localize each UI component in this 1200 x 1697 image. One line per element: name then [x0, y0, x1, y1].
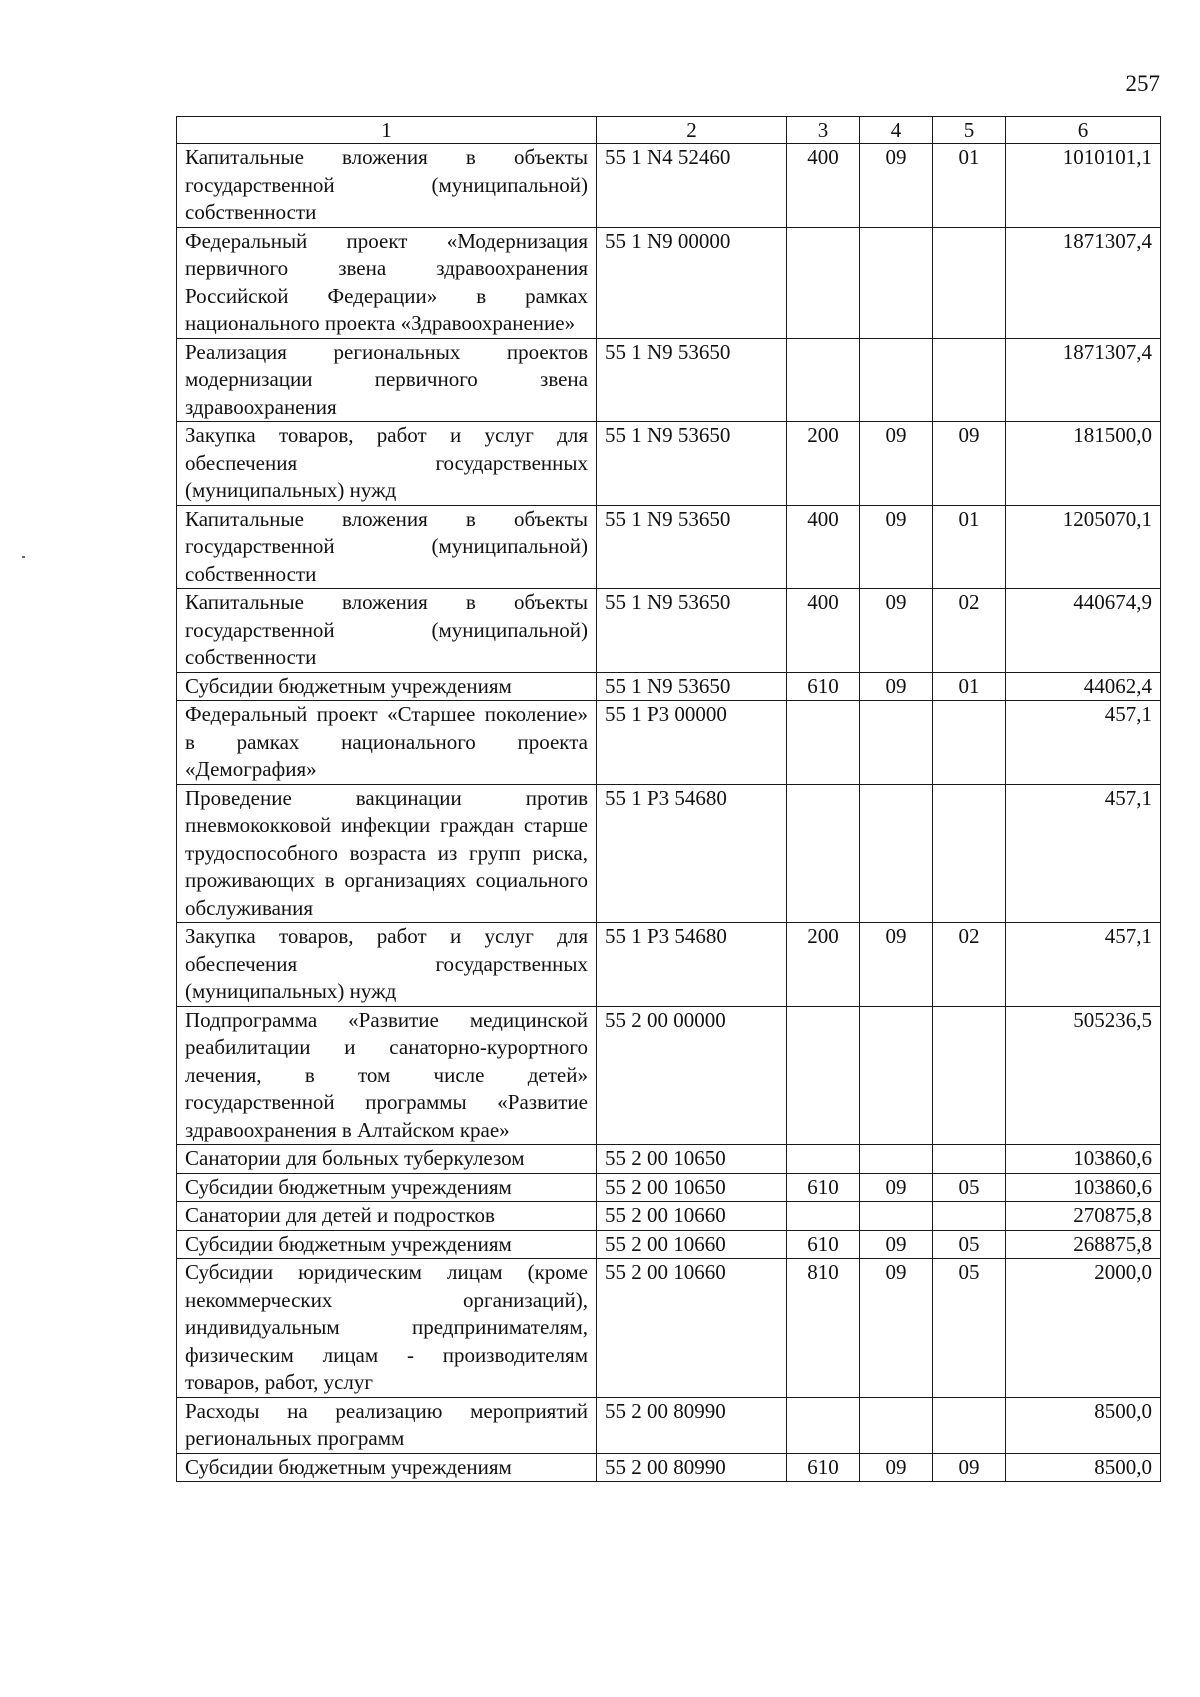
row-code: 55 2 00 10660 [597, 1230, 787, 1259]
row-col-3 [787, 1006, 860, 1145]
row-amount: 2000,0 [1006, 1259, 1161, 1398]
row-code: 55 2 00 00000 [597, 1006, 787, 1145]
row-col-5: 05 [933, 1230, 1006, 1259]
row-amount: 268875,8 [1006, 1230, 1161, 1259]
table-row [177, 422, 1161, 506]
table-row [177, 1202, 1161, 1231]
table-row [177, 144, 1161, 228]
row-col-3 [787, 1397, 860, 1453]
row-amount: 457,1 [1006, 701, 1161, 785]
row-col-4: 09 [860, 422, 933, 506]
table-row [177, 227, 1161, 338]
row-amount: 440674,9 [1006, 589, 1161, 673]
row-code: 55 1 N9 53650 [597, 338, 787, 422]
header-col-6: 6 [1006, 117, 1161, 144]
header-col-1: 1 [177, 117, 597, 144]
row-col-4 [860, 1397, 933, 1453]
row-col-5: 01 [933, 144, 1006, 228]
row-col-4: 09 [860, 1173, 933, 1202]
row-amount: 270875,8 [1006, 1202, 1161, 1231]
row-col-4 [860, 701, 933, 785]
row-col-5: 05 [933, 1259, 1006, 1398]
table-row [177, 589, 1161, 673]
table-row [177, 1453, 1161, 1482]
row-amount: 103860,6 [1006, 1145, 1161, 1174]
row-amount: 505236,5 [1006, 1006, 1161, 1145]
row-col-5 [933, 1202, 1006, 1231]
row-col-4: 09 [860, 672, 933, 701]
row-col-5 [933, 1006, 1006, 1145]
row-col-5: 02 [933, 589, 1006, 673]
row-col-3: 610 [787, 1230, 860, 1259]
table-row [177, 338, 1161, 422]
row-col-4: 09 [860, 923, 933, 1007]
table-row [177, 1259, 1161, 1398]
table-header [177, 117, 1161, 144]
row-name: Реализация региональных проектов модернизации первичного звена здравоохранения [177, 338, 597, 422]
row-name: Капитальные вложения в объекты государственной (муниципальной) собственности [177, 505, 597, 589]
row-amount: 8500,0 [1006, 1397, 1161, 1453]
page-number: 257 [1125, 71, 1160, 96]
row-code: 55 1 P3 00000 [597, 701, 787, 785]
row-col-3 [787, 1145, 860, 1174]
row-code: 55 2 00 80990 [597, 1397, 787, 1453]
row-amount: 44062,4 [1006, 672, 1161, 701]
row-col-4: 09 [860, 589, 933, 673]
budget-table [176, 116, 1161, 1482]
row-col-5: 01 [933, 505, 1006, 589]
row-code: 55 2 00 10650 [597, 1145, 787, 1174]
row-col-3 [787, 1202, 860, 1231]
row-name: Субсидии юридическим лицам (кроме некоммерческих организаций), индивидуальным предпринимателям, физическим лицам - производителям товаров, работ, услуг [177, 1259, 597, 1398]
table-row [177, 1397, 1161, 1453]
row-name: Капитальные вложения в объекты государственной (муниципальной) собственности [177, 144, 597, 228]
row-col-3: 400 [787, 505, 860, 589]
table-row [177, 1145, 1161, 1174]
row-col-3: 610 [787, 672, 860, 701]
row-code: 55 1 N9 53650 [597, 505, 787, 589]
row-col-4: 09 [860, 144, 933, 228]
row-amount: 1205070,1 [1006, 505, 1161, 589]
header-col-5: 5 [933, 117, 1006, 144]
row-col-5 [933, 1397, 1006, 1453]
row-col-4 [860, 338, 933, 422]
row-col-4 [860, 1006, 933, 1145]
row-amount: 457,1 [1006, 923, 1161, 1007]
row-col-3: 400 [787, 144, 860, 228]
row-col-5 [933, 701, 1006, 785]
row-col-3: 610 [787, 1453, 860, 1482]
row-code: 55 1 P3 54680 [597, 923, 787, 1007]
row-code: 55 1 N9 53650 [597, 672, 787, 701]
row-name: Проведение вакцинации против пневмококковой инфекции граждан старше трудоспособного возраста из групп риска, проживающих в организациях социального обслуживания [177, 784, 597, 923]
row-col-3 [787, 701, 860, 785]
row-amount: 1871307,4 [1006, 338, 1161, 422]
row-name: Санатории для детей и подростков [177, 1202, 597, 1231]
row-col-3: 200 [787, 422, 860, 506]
header-col-3: 3 [787, 117, 860, 144]
header-col-4: 4 [860, 117, 933, 144]
row-col-3 [787, 784, 860, 923]
table-body [177, 144, 1161, 1482]
row-name: Санатории для больных туберкулезом [177, 1145, 597, 1174]
row-name: Федеральный проект «Старшее поколение» в рамках национального проекта «Демография» [177, 701, 597, 785]
row-code: 55 1 N9 00000 [597, 227, 787, 338]
row-code: 55 2 00 10660 [597, 1259, 787, 1398]
row-col-5 [933, 1145, 1006, 1174]
row-col-5 [933, 227, 1006, 338]
row-col-4 [860, 227, 933, 338]
row-amount: 103860,6 [1006, 1173, 1161, 1202]
row-col-5: 05 [933, 1173, 1006, 1202]
row-col-3: 610 [787, 1173, 860, 1202]
row-code: 55 1 N9 53650 [597, 422, 787, 506]
row-name: Субсидии бюджетным учреждениям [177, 1453, 597, 1482]
row-code: 55 1 N9 53650 [597, 589, 787, 673]
row-code: 55 2 00 80990 [597, 1453, 787, 1482]
scan-speck [22, 556, 25, 558]
row-col-3: 810 [787, 1259, 860, 1398]
row-col-4 [860, 1202, 933, 1231]
table-row [177, 701, 1161, 785]
row-col-4: 09 [860, 1453, 933, 1482]
table-row [177, 784, 1161, 923]
row-col-3: 200 [787, 923, 860, 1007]
row-col-3: 400 [787, 589, 860, 673]
table-row [177, 1006, 1161, 1145]
table-row [177, 672, 1161, 701]
row-col-4 [860, 1145, 933, 1174]
row-name: Федеральный проект «Модернизация первичного звена здравоохранения Российской Федерации» в рамках национального проекта «Здравоохранение» [177, 227, 597, 338]
row-name: Закупка товаров, работ и услуг для обеспечения государственных (муниципальных) нужд [177, 422, 597, 506]
row-code: 55 2 00 10650 [597, 1173, 787, 1202]
row-amount: 457,1 [1006, 784, 1161, 923]
row-amount: 1010101,1 [1006, 144, 1161, 228]
row-name: Субсидии бюджетным учреждениям [177, 1230, 597, 1259]
row-code: 55 2 00 10660 [597, 1202, 787, 1231]
row-col-5: 09 [933, 1453, 1006, 1482]
row-amount: 181500,0 [1006, 422, 1161, 506]
table-row [177, 505, 1161, 589]
row-name: Закупка товаров, работ и услуг для обеспечения государственных (муниципальных) нужд [177, 923, 597, 1007]
row-name: Расходы на реализацию мероприятий региональных программ [177, 1397, 597, 1453]
row-col-3 [787, 338, 860, 422]
row-name: Подпрограмма «Развитие медицинской реабилитации и санаторно-курортного лечения, в том числе детей» государственной программы «Развитие здравоохранения в Алтайском крае» [177, 1006, 597, 1145]
table-row [177, 923, 1161, 1007]
row-code: 55 1 P3 54680 [597, 784, 787, 923]
row-amount: 1871307,4 [1006, 227, 1161, 338]
row-col-5: 09 [933, 422, 1006, 506]
row-code: 55 1 N4 52460 [597, 144, 787, 228]
row-col-4: 09 [860, 1230, 933, 1259]
row-amount: 8500,0 [1006, 1453, 1161, 1482]
row-col-4: 09 [860, 1259, 933, 1398]
row-col-4: 09 [860, 505, 933, 589]
row-col-5: 02 [933, 923, 1006, 1007]
row-col-4 [860, 784, 933, 923]
row-col-5 [933, 338, 1006, 422]
row-name: Субсидии бюджетным учреждениям [177, 1173, 597, 1202]
table-row [177, 1173, 1161, 1202]
row-col-5: 01 [933, 672, 1006, 701]
row-col-5 [933, 784, 1006, 923]
table-row [177, 1230, 1161, 1259]
header-col-2: 2 [597, 117, 787, 144]
row-name: Субсидии бюджетным учреждениям [177, 672, 597, 701]
row-col-3 [787, 227, 860, 338]
header-row [177, 117, 1161, 144]
row-name: Капитальные вложения в объекты государственной (муниципальной) собственности [177, 589, 597, 673]
